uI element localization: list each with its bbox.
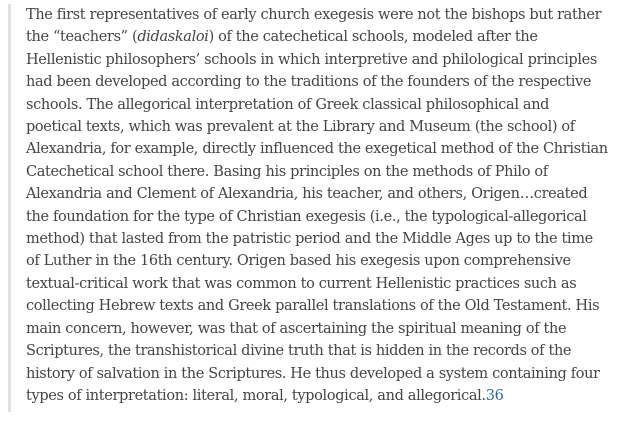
footnote-link[interactable]: 36 [485,387,504,404]
quote-paragraph [26,4,608,407]
italic-term-didaskaloi: didaskaloi [137,29,209,46]
quote-text-part-1: The first representatives of early church exegesis were not the bishops but rather the “teachers” ( [26,7,602,46]
blockquote [8,4,612,412]
quote-text-part-2: ) of the catechetical schools, modeled after the Hellenistic philosophers’ schools in which interpretive and philological principles had been developed according to the traditions of the founders of the respective schools. The allegorical interpretation of Greek classical philosophical and poetical texts, which was prevalent at the Library and Museum (the school) of Alexandria, for example, directly influenced the exegetical method of the Christian Catechetical school there. Basing his principles on the methods of Philo of Alexandria and Clement of Alexandria, his teacher, and others, Origen…created the foundation for the type of Christian exegesis (i.e., the typological-allegorical method) that lasted from the patristic period and the Middle Ages up to the time of Luther in the 16th century. Origen based his exegesis upon comprehensive textual-critical work that was common to current Hellenistic practices such as collecting Hebrew texts and Greek parallel translations of the Old Testament. His main concern, however, was that of ascertaining the spiritual meaning of the Scriptures, the transhistorical divine truth that is hidden in the records of the history of salvation in the Scriptures. He thus developed a system containing four types of interpretation: literal, moral, typological, and allegorical. [26,29,608,404]
